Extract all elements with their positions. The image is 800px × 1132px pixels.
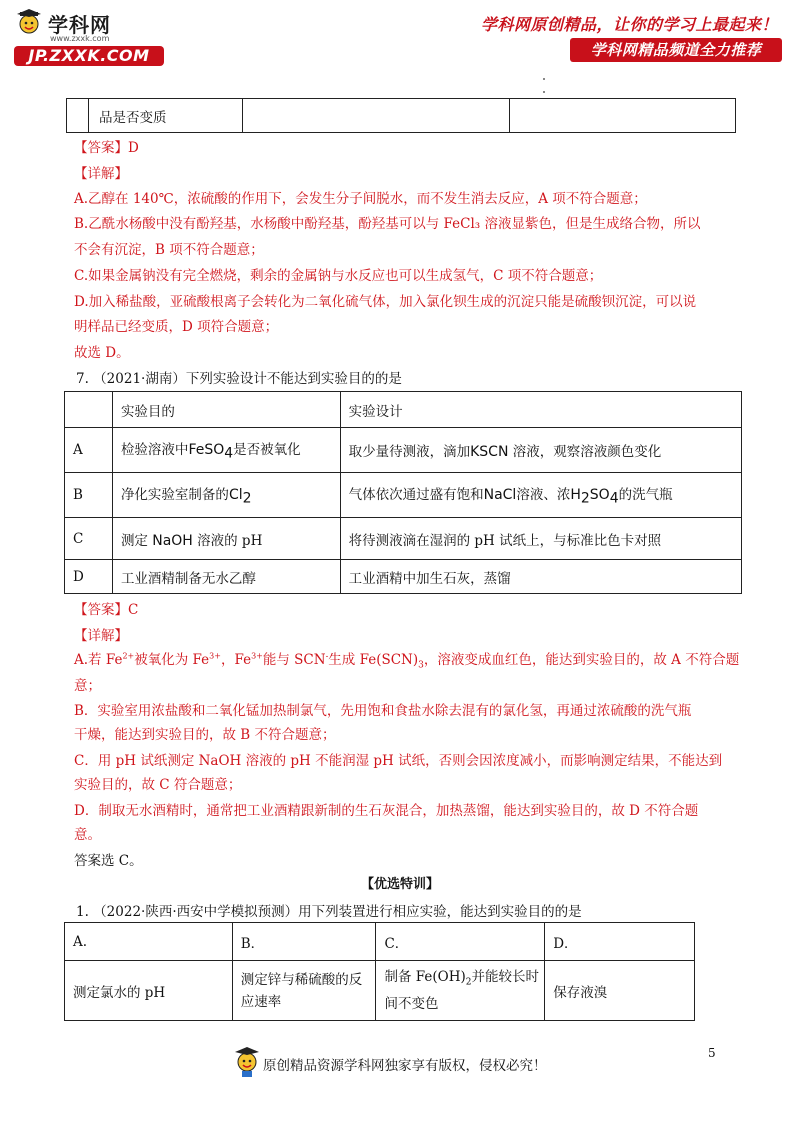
detail-line: B．实验室用浓盐酸和二氧化锰加热制氯气，先用饱和食盐水除去混有的氯化氢，再通过浓硫酸的洗气瓶 [74, 703, 692, 719]
row-purpose: 检验溶液中FeSO$_4$是否被氧化 [112, 428, 340, 473]
detail-line: D．制取无水酒精时，通常把工业酒精跟新制的生石灰混合，加热蒸馏，能达到实验目的，故 D 不符合题 [74, 803, 699, 819]
option-desc: 测定氯水的 pH [65, 961, 233, 1021]
option-desc: 保存液溴 [545, 961, 695, 1021]
option-label: B． [232, 923, 376, 961]
top-table-cell [242, 99, 510, 133]
detail-line: 明样品已经变质，D 项符合题意； [74, 319, 279, 335]
row-design: 将待测液滴在湿润的 pH 试纸上，与标准比色卡对照 [340, 518, 741, 560]
decor-dot [543, 91, 545, 93]
row-design: 工业酒精中加生石灰，蒸馏 [340, 560, 741, 594]
table-row [65, 428, 742, 473]
detail-line: B.乙酰水杨酸中没有酚羟基，水杨酸中酚羟基，酚羟基可以与 FeCl₃ 溶液显紫色，但是生成络合物，所以 [74, 216, 701, 232]
row-label: D [65, 560, 113, 594]
logo-name: 学科网 [48, 12, 111, 37]
option-label: A. [65, 923, 233, 961]
answer-label: 【答案】D [74, 140, 139, 156]
detail-line: 意。 [74, 827, 101, 843]
option-label: C． [376, 923, 545, 961]
detail-line: D.加入稀盐酸，亚硫酸根离子会转化为二氧化硫气体，加入氯化钡生成的沉淀只能是硫酸钡沉淀，可以说 [74, 294, 697, 310]
header-slogan: 学科网原创精品，让你的学习上最起来！ [480, 15, 778, 34]
header-banner: 学科网精品频道全力推荐 [570, 38, 782, 62]
top-table-cell [510, 99, 736, 133]
page-number: 5 [708, 1046, 716, 1060]
q7-table [64, 391, 742, 594]
question-stem: 7. （2021·湖南）下列实验设计不能达到实验目的的是 [76, 371, 402, 387]
option-desc: 制备 $Fe(OH)_2$并能较长时 间不变色 [376, 961, 545, 1021]
top-table-cell [67, 99, 89, 133]
logo [14, 8, 164, 64]
table-row [65, 518, 742, 560]
row-label: B [65, 473, 113, 518]
row-label: A [65, 428, 113, 473]
top-table-label: 品是否变质 [88, 99, 242, 133]
option-desc: 测定锌与稀硫酸的反 应速率 [232, 961, 376, 1021]
detail-line: C．用 pH 试纸测定 NaOH 溶液的 pH 不能润湿 pH 试纸，否则会因浓度减小，而影响测定结果，不能达到 [74, 753, 723, 769]
row-purpose: 净化实验室制备的$Cl_2$ [112, 473, 340, 518]
detail-line: 干燥，能达到实验目的，故 B 不符合题意； [74, 727, 336, 743]
row-purpose: 测定 NaOH 溶液的 pH [112, 518, 340, 560]
detail-line: 实验目的，故 C 符合题意； [74, 777, 242, 793]
question-stem: 1. （2022·陕西·西安中学模拟预测）用下列装置进行相应实验，能达到实验目的的是 [76, 904, 582, 920]
row-label: C [65, 518, 113, 560]
detail-line: A.乙醇在 140℃，浓硫酸的作用下，会发生分子间脱水，而不发生消去反应，A 项不符合题意； [74, 191, 647, 207]
q7-header-cell [65, 392, 113, 428]
detail-line: 意； [74, 678, 101, 694]
logo-sub: www.zxxk.com [50, 34, 110, 43]
q7-header-cell: 实验设计 [340, 392, 741, 428]
table-row [65, 560, 742, 594]
detail-line: 故选 D。 [74, 345, 130, 361]
q7-header-cell: 实验目的 [112, 392, 340, 428]
row-purpose: 工业酒精制备无水乙醇 [112, 560, 340, 594]
mascot-icon [14, 8, 44, 38]
detail-line: C.如果金属钠没有完全燃烧，剩余的金属钠与水反应也可以生成氢气，C 项不符合题意； [74, 268, 603, 284]
footer-copyright: 原创精品资源学科网独家享有版权，侵权必究！ [263, 1058, 547, 1074]
answer-label: 【答案】C [74, 602, 139, 618]
detail-label: 【详解】 [74, 166, 128, 182]
table-row [65, 473, 742, 518]
row-design: 气体依次通过盛有饱和NaCl溶液、浓$H_2SO_4$的洗气瓶 [340, 473, 741, 518]
decor-dot [543, 78, 545, 80]
detail-line: A.若 $Fe^{2+}$被氧化为 $Fe^{3+}$，$Fe^{3+}$能与 SCN-生成 $Fe(SCN)_3$，溶液变成血红色，能达到实验目的，故 A 不符合题 [74, 651, 740, 671]
row-design: 取少量待测液，滴加KSCN 溶液，观察溶液颜色变化 [340, 428, 741, 473]
mascot-icon [232, 1044, 262, 1078]
detail-line: 不会有沉淀，B 项不符合题意； [74, 242, 264, 258]
logo-badge: JP.ZXXK.COM [14, 46, 164, 66]
detail-label: 【详解】 [74, 628, 128, 644]
conclusion: 答案选 C。 [74, 853, 143, 869]
q1-table [64, 922, 695, 1021]
top-table [66, 98, 736, 133]
option-label: D． [545, 923, 695, 961]
section-title: 【优选特训】 [360, 877, 439, 892]
